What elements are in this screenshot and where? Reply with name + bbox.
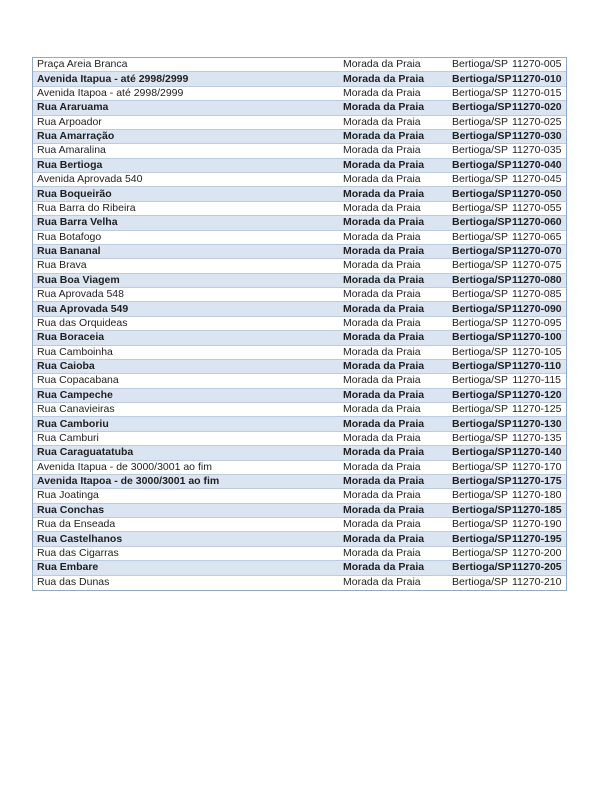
street-cell: Rua Arpoador: [37, 115, 102, 128]
district-cell: Morada da Praia: [343, 58, 421, 71]
city-state-cell: Bertioga/SP: [452, 316, 509, 329]
street-cell: Rua Castelhanos: [37, 532, 123, 545]
cep-cell: 11270-050: [512, 187, 562, 200]
street-cell: Rua Bananal: [37, 245, 101, 258]
street-cell: Rua Joatinga: [37, 489, 99, 502]
cep-cell: 11270-120: [512, 388, 562, 401]
cep-cell: 11270-115: [512, 374, 561, 387]
district-cell: Morada da Praia: [343, 431, 421, 444]
street-cell: Avenida Aprovada 540: [37, 173, 143, 186]
cep-cell: 11270-100: [512, 331, 562, 344]
cep-cell: 11270-185: [512, 503, 562, 516]
table-row: [33, 216, 566, 230]
table-row: [33, 202, 566, 216]
city-state-cell: Bertioga/SP: [452, 403, 509, 416]
table-row: [33, 475, 566, 489]
cep-cell: 11270-085: [512, 288, 562, 301]
street-cell: Rua das Dunas: [37, 576, 110, 589]
district-cell: Morada da Praia: [343, 546, 421, 559]
table-row: [33, 576, 566, 590]
street-cell: Rua Camboinha: [37, 345, 113, 358]
city-state-cell: Bertioga/SP: [452, 518, 509, 531]
street-cell: Rua Camboriu: [37, 417, 109, 430]
cep-cell: 11270-060: [512, 216, 562, 229]
table-row: [33, 288, 566, 302]
cep-cell: 11270-095: [512, 316, 562, 329]
city-state-cell: Bertioga/SP: [452, 245, 512, 258]
street-cell: Rua Brava: [37, 259, 87, 272]
city-state-cell: Bertioga/SP: [452, 331, 512, 344]
district-cell: Morada da Praia: [343, 101, 425, 114]
district-cell: Morada da Praia: [343, 144, 421, 157]
city-state-cell: Bertioga/SP: [452, 431, 509, 444]
city-state-cell: Bertioga/SP: [452, 360, 512, 373]
cep-cell: 11270-035: [512, 144, 562, 157]
cep-cell: 11270-205: [512, 561, 562, 574]
district-cell: Morada da Praia: [343, 173, 421, 186]
table-row: [33, 504, 566, 518]
cep-cell: 11270-020: [512, 101, 562, 114]
city-state-cell: Bertioga/SP: [452, 417, 512, 430]
city-state-cell: Bertioga/SP: [452, 201, 509, 214]
city-state-cell: Bertioga/SP: [452, 532, 512, 545]
cep-cell: 11270-140: [512, 446, 562, 459]
district-cell: Morada da Praia: [343, 245, 425, 258]
street-cell: Rua das Orquideas: [37, 316, 128, 329]
city-state-cell: Bertioga/SP: [452, 374, 509, 387]
cep-cell: 11270-200: [512, 546, 562, 559]
district-cell: Morada da Praia: [343, 216, 425, 229]
city-state-cell: Bertioga/SP: [452, 187, 512, 200]
cep-cell: 11270-015: [512, 86, 562, 99]
street-cell: Rua Aprovada 549: [37, 302, 129, 315]
cep-cell: 11270-065: [512, 230, 562, 243]
street-cell: Rua Botafogo: [37, 230, 102, 243]
street-cell: Rua Bertioga: [37, 158, 103, 171]
district-cell: Morada da Praia: [343, 331, 425, 344]
table-row: [33, 231, 566, 245]
cep-cell: 11270-005: [512, 58, 562, 71]
city-state-cell: Bertioga/SP: [452, 576, 509, 589]
cep-cell: 11270-025: [512, 115, 562, 128]
city-state-cell: Bertioga/SP: [452, 101, 512, 114]
city-state-cell: Bertioga/SP: [452, 144, 509, 157]
table-row: [33, 274, 566, 288]
table-row: [33, 317, 566, 331]
cep-cell: 11270-125: [512, 403, 562, 416]
street-cell: Rua Embare: [37, 561, 99, 574]
cep-cell: 11270-170: [512, 460, 562, 473]
district-cell: Morada da Praia: [343, 532, 425, 545]
street-cell: Rua das Cigarras: [37, 546, 119, 559]
table-row: [33, 116, 566, 130]
city-state-cell: Bertioga/SP: [452, 115, 509, 128]
cep-cell: 11270-180: [512, 489, 562, 502]
district-cell: Morada da Praia: [343, 115, 421, 128]
table-row: [33, 159, 566, 173]
table-row: [33, 173, 566, 187]
table-row: [33, 259, 566, 273]
district-cell: Morada da Praia: [343, 561, 425, 574]
street-cell: Praça Areia Branca: [37, 58, 128, 71]
cep-address-table: [32, 57, 567, 591]
table-row: [33, 72, 566, 86]
district-cell: Morada da Praia: [343, 576, 421, 589]
city-state-cell: Bertioga/SP: [452, 273, 512, 286]
district-cell: Morada da Praia: [343, 388, 425, 401]
district-cell: Morada da Praia: [343, 460, 421, 473]
city-state-cell: Bertioga/SP: [452, 446, 512, 459]
city-state-cell: Bertioga/SP: [452, 460, 509, 473]
city-state-cell: Bertioga/SP: [452, 259, 509, 272]
street-cell: Avenida Itapoa - de 3000/3001 ao fim: [37, 475, 220, 488]
city-state-cell: Bertioga/SP: [452, 561, 512, 574]
table-row: [33, 403, 566, 417]
city-state-cell: Bertioga/SP: [452, 345, 509, 358]
cep-cell: 11270-055: [512, 201, 562, 214]
district-cell: Morada da Praia: [343, 316, 421, 329]
street-cell: Avenida Itapua - até 2998/2999: [37, 72, 189, 85]
table-row: [33, 461, 566, 475]
street-cell: Rua Campeche: [37, 388, 113, 401]
district-cell: Morada da Praia: [343, 72, 425, 85]
street-cell: Rua Caioba: [37, 360, 95, 373]
cep-cell: 11270-130: [512, 417, 562, 430]
cep-cell: 11270-195: [512, 532, 562, 545]
city-state-cell: Bertioga/SP: [452, 158, 512, 171]
table-row: [33, 187, 566, 201]
district-cell: Morada da Praia: [343, 518, 421, 531]
table-row: [33, 331, 566, 345]
cep-cell: 11270-210: [512, 576, 562, 589]
cep-cell: 11270-105: [512, 345, 562, 358]
table-row: [33, 389, 566, 403]
cep-cell: 11270-070: [512, 245, 562, 258]
table-row: [33, 518, 566, 532]
table-row: [33, 87, 566, 101]
district-cell: Morada da Praia: [343, 446, 425, 459]
cep-cell: 11270-010: [512, 72, 562, 85]
street-cell: Rua Aprovada 548: [37, 288, 124, 301]
city-state-cell: Bertioga/SP: [452, 489, 509, 502]
city-state-cell: Bertioga/SP: [452, 86, 509, 99]
cep-cell: 11270-030: [512, 130, 562, 143]
table-row: [33, 417, 566, 431]
street-cell: Rua Camburi: [37, 431, 99, 444]
street-cell: Rua Barra Velha: [37, 216, 118, 229]
table-row: [33, 532, 566, 546]
table-row: [33, 101, 566, 115]
table-row: [33, 446, 566, 460]
cep-cell: 11270-090: [512, 302, 562, 315]
district-cell: Morada da Praia: [343, 288, 421, 301]
street-cell: Rua Canavieiras: [37, 403, 115, 416]
street-cell: Rua Amarração: [37, 130, 115, 143]
street-cell: Rua Barra do Ribeira: [37, 201, 136, 214]
district-cell: Morada da Praia: [343, 86, 421, 99]
district-cell: Morada da Praia: [343, 201, 421, 214]
cep-cell: 11270-040: [512, 158, 562, 171]
table-row: [33, 302, 566, 316]
street-cell: Rua Conchas: [37, 503, 105, 516]
street-cell: Rua Caraguatatuba: [37, 446, 134, 459]
street-cell: Avenida Itapoa - até 2998/2999: [37, 86, 184, 99]
city-state-cell: Bertioga/SP: [452, 388, 512, 401]
cep-cell: 11270-045: [512, 173, 562, 186]
street-cell: Rua Amaralina: [37, 144, 106, 157]
cep-cell: 11270-075: [512, 259, 562, 272]
city-state-cell: Bertioga/SP: [452, 216, 512, 229]
table-row: [33, 374, 566, 388]
cep-cell: 11270-080: [512, 273, 562, 286]
district-cell: Morada da Praia: [343, 345, 421, 358]
district-cell: Morada da Praia: [343, 130, 425, 143]
district-cell: Morada da Praia: [343, 273, 425, 286]
district-cell: Morada da Praia: [343, 403, 421, 416]
district-cell: Morada da Praia: [343, 503, 425, 516]
district-cell: Morada da Praia: [343, 302, 425, 315]
city-state-cell: Bertioga/SP: [452, 58, 509, 71]
city-state-cell: Bertioga/SP: [452, 546, 509, 559]
street-cell: Rua Copacabana: [37, 374, 119, 387]
city-state-cell: Bertioga/SP: [452, 230, 509, 243]
table-row: [33, 130, 566, 144]
city-state-cell: Bertioga/SP: [452, 475, 512, 488]
district-cell: Morada da Praia: [343, 187, 425, 200]
district-cell: Morada da Praia: [343, 158, 425, 171]
table-row: [33, 346, 566, 360]
table-row: [33, 144, 566, 158]
cep-cell: 11270-135: [512, 431, 562, 444]
table-row: [33, 489, 566, 503]
street-cell: Rua Boraceia: [37, 331, 105, 344]
street-cell: Rua Boa Viagem: [37, 273, 120, 286]
district-cell: Morada da Praia: [343, 360, 425, 373]
table-row: [33, 58, 566, 72]
street-cell: Rua da Enseada: [37, 518, 116, 531]
table-row: [33, 561, 566, 575]
city-state-cell: Bertioga/SP: [452, 302, 512, 315]
city-state-cell: Bertioga/SP: [452, 173, 509, 186]
city-state-cell: Bertioga/SP: [452, 130, 512, 143]
city-state-cell: Bertioga/SP: [452, 288, 509, 301]
cep-cell: 11270-175: [512, 475, 562, 488]
city-state-cell: Bertioga/SP: [452, 72, 512, 85]
district-cell: Morada da Praia: [343, 259, 421, 272]
street-cell: Avenida Itapua - de 3000/3001 ao fim: [37, 460, 212, 473]
table-row: [33, 360, 566, 374]
table-row: [33, 245, 566, 259]
table-row: [33, 547, 566, 561]
district-cell: Morada da Praia: [343, 417, 425, 430]
city-state-cell: Bertioga/SP: [452, 503, 512, 516]
cep-cell: 11270-110: [512, 360, 562, 373]
district-cell: Morada da Praia: [343, 489, 421, 502]
district-cell: Morada da Praia: [343, 475, 425, 488]
cep-cell: 11270-190: [512, 518, 562, 531]
district-cell: Morada da Praia: [343, 374, 421, 387]
street-cell: Rua Araruama: [37, 101, 109, 114]
district-cell: Morada da Praia: [343, 230, 421, 243]
street-cell: Rua Boqueirão: [37, 187, 112, 200]
table-row: [33, 432, 566, 446]
